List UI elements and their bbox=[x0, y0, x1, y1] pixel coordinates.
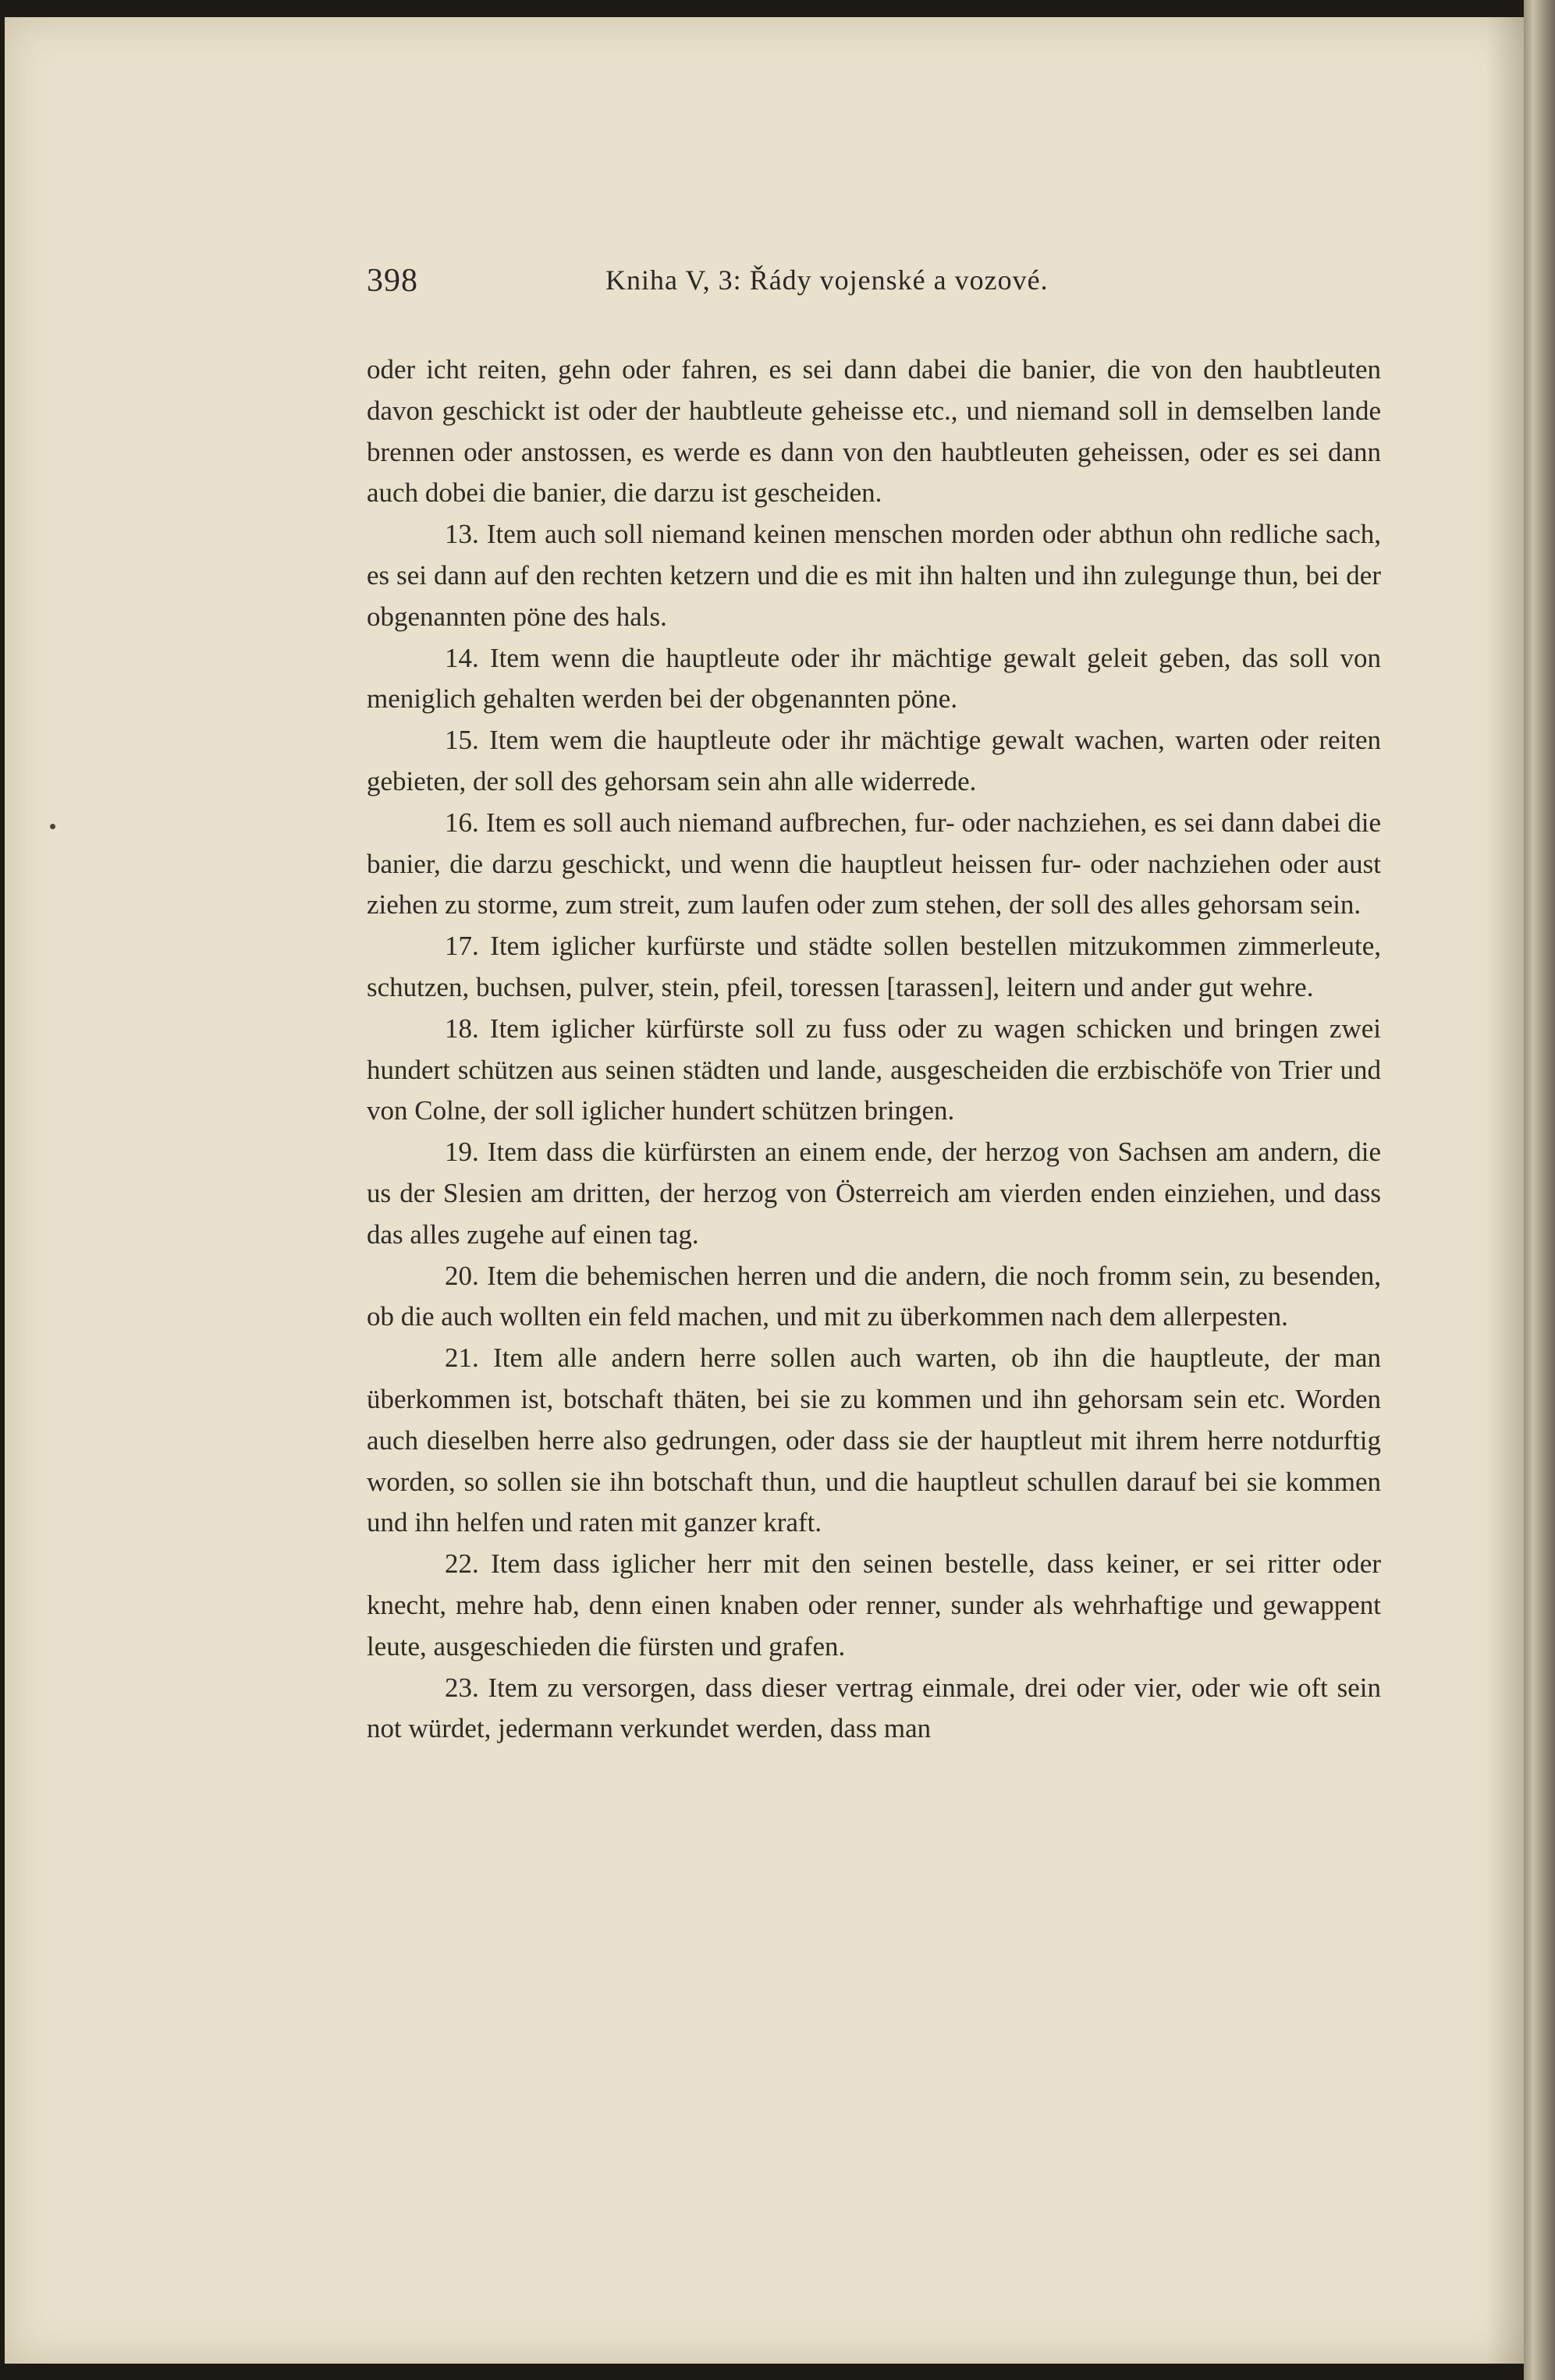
page-body bbox=[367, 349, 1381, 1750]
paragraph-item-21: 21. Item alle andern herre sollen auch warten, ob ihn die hauptleute, der man überkommen ist, botschaft thäten, bei sie zu kommen und ihn gehorsam sein etc. Worden auch dieselben herre also gedrungen, oder dass sie der hauptleut mit ihrem herre notdurftig worden, so sollen sie ihn botschaft thun, und die hauptleut schullen darauf bei sie kommen und ihn helfen und raten mit ganzer kraft. bbox=[367, 1343, 1381, 1538]
chapter-title: Kniha V, 3: Řády vojenské a vozové. bbox=[605, 264, 1049, 296]
paragraph-item-13: 13. Item auch soll niemand keinen menschen morden oder abthun ohn redliche sach, es sei dann auf den rechten ketzern und die es mit ihn halten und ihn zulegunge thun, bei der obgenannten pöne des hals. bbox=[367, 519, 1381, 632]
paragraph-item-17: 17. Item iglicher kurfürste und städte sollen bestellen mitzukommen zimmerleute, schutzen, buchsen, pulver, stein, pfeil, toressen [tarassen], leitern und ander gut wehre. bbox=[367, 931, 1381, 1002]
paragraph-item-18: 18. Item iglicher kürfürste soll zu fuss oder zu wagen schicken und bringen zwei hundert schützen aus seinen städten und lande, ausgescheiden die erzbischöfe von Trier und von Colne, der soll iglicher hundert schützen bringen. bbox=[367, 1013, 1381, 1126]
book-binding-edge bbox=[1524, 0, 1555, 2380]
running-header bbox=[367, 257, 1155, 304]
paragraph-item-15: 15. Item wem die hauptleute oder ihr mächtige gewalt wachen, warten oder reiten gebieten, der soll des gehorsam sein ahn alle widerrede. bbox=[367, 725, 1381, 796]
paragraph-item-16: 16. Item es soll auch niemand aufbrechen, fur- oder nachziehen, es sei dann dabei die banier, die darzu geschickt, und wenn die hauptleut heissen fur- oder nachziehen oder aust ziehen zu storme, zum streit, zum laufen oder zum stehen, der soll des alles gehorsam sein. bbox=[367, 807, 1381, 920]
page-gutter-shadow bbox=[1486, 17, 1524, 2364]
paragraph-item-22: 22. Item dass iglicher herr mit den seinen bestelle, dass keiner, er sei ritter oder knecht, mehre hab, denn einen knaben oder renner, sunder als wehrhaftige und gewappent leute, ausgeschieden die fürsten und grafen. bbox=[367, 1548, 1381, 1662]
ink-speck bbox=[50, 824, 55, 829]
page-number: 398 bbox=[367, 263, 418, 299]
paragraph-item-14: 14. Item wenn die hauptleute oder ihr mächtige gewalt geleit geben, das soll von meniglich gehalten werden bei der obgenannten pöne. bbox=[367, 642, 1381, 715]
paragraph-item-23: 23. Item zu versorgen, dass dieser vertrag einmale, drei oder vier, oder wie oft sein not würdet, jedermann verkundet werden, dass man bbox=[367, 1672, 1381, 1744]
paragraph-item-19: 19. Item dass die kürfürsten an einem ende, der herzog von Sachsen am andern, die us der Slesien am dritten, der herzog von Österreich am vierden enden einziehen, und dass das alles zugehe auf einen tag. bbox=[367, 1137, 1381, 1250]
paragraph-item-20: 20. Item die behemischen herren und die andern, die noch fromm sein, zu besenden, ob die auch wollten ein feld machen, und mit zu überkommen nach dem allerpesten. bbox=[367, 1260, 1381, 1332]
paragraph-continuation: oder icht reiten, gehn oder fahren, es sei dann dabei die banier, die von den haubtleuten davon geschickt ist oder der haubtleute geheisse etc., und niemand soll in demselben lande brennen oder anstossen, es werde es dann von den haubtleuten geheissen, oder es sei dann auch dobei die banier, die darzu ist gescheiden. bbox=[367, 354, 1381, 509]
